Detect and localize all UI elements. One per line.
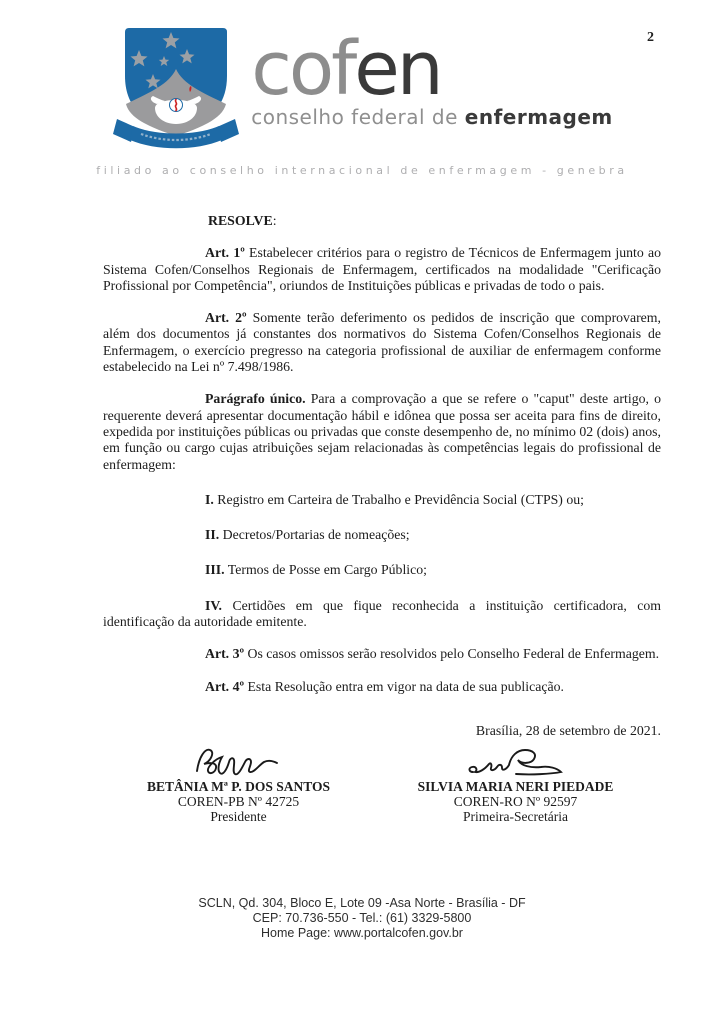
cofen-logo [0,24,724,150]
date-line: Brasília, 28 de setembro de 2021. [475,722,661,738]
article-2-text: Somente terão deferimento os pedidos de inscrição que comprovarem, além dos documentos já constantes dos normativos do Sistema Cofen/Conselhos Regionais de Enfermagem, o exercício pregresso na categoria profissional de auxiliar de enfermagem conforme estabelecido na Lei nº 7.498/1986. [103,310,661,375]
article-1-text: Estabelecer critérios para o registro de Técnicos de Enfermagem junto ao Sistema Cofen/Conselhos Regionais de Enfermagem, certificados na modalidade "Cerificação Profissional por Competência", oriundos de Instituições públicas e privadas de todo o pais. [103,245,661,293]
list-item-3-text: Termos de Posse em Cargo Público; [224,562,427,578]
list-item-2-text: Decretos/Portarias de nomeações; [219,527,410,543]
footer-cep-phone: CEP: 70.736-550 - Tel.: (61) 3329-5800 [252,911,472,926]
footer-address: SCLN, Qd. 304, Bloco E, Lote 09 -Asa Norte - Brasília - DF [198,896,526,911]
subtitle-light: conselho federal de [251,105,465,130]
article-3-label: Art. 3º [205,646,245,662]
signatures-section [100,745,654,824]
signer-registry: COREN-RO Nº 92597 [453,794,578,810]
resolution-body [103,213,661,739]
list-item-1-text: Registro em Carteira de Trabalho e Previdência Social (CTPS) ou; [213,491,584,507]
cofen-shield-icon [111,24,241,150]
list-item-2-label: II. [205,527,220,543]
list-item-4-text: Certidões em que fique reconhecida a instituição certificadora, com identificação da autoridade emitente. [103,597,661,630]
wordmark-light: cof [251,26,355,112]
list-item-4-label: IV. [205,597,223,613]
signature-scribble-icon [189,745,289,779]
sole-paragraph-text: Para a comprovação a que se refere o "caput" deste artigo, o requerente deverá apresentar documentação hábil e idônea que possa ser aceita para fins de direito, expedida por instituições públicas ou privadas que conste desempenho de, no mínimo 02 (dois) anos, em função ou cargo cujas atribuições sejam relacionadas às competências legais do profissional de enfermagem: [103,391,661,472]
article-2-label: Art. 2º [205,310,247,326]
wordmark-text [251,26,613,112]
signature-secretary [377,745,654,824]
wordmark-subtitle [251,106,613,129]
signer-name: SILVIA MARIA NERI PIEDADE [417,779,614,795]
footer-homepage: Home Page: www.portalcofen.gov.br [261,926,463,941]
list-item-3-label: III. [205,562,225,578]
list-item-1 [103,492,661,508]
article-3 [103,646,661,662]
affiliation-tagline: filiado ao conselho internacional de enfermagem - genebra [96,164,628,177]
sole-paragraph-label: Parágrafo único. [205,391,306,407]
signer-name: BETÂNIA Mª P. DOS SANTOS [147,779,330,795]
sole-paragraph [103,391,661,472]
article-2 [103,310,661,375]
resolve-label: RESOLVE [208,213,273,228]
signature-president [100,745,377,824]
signer-role: Presidente [210,809,267,825]
list-item-4 [103,598,661,631]
signature-scribble-icon [461,745,571,779]
document-footer [0,896,724,941]
document-header [0,0,724,177]
article-4-label: Art. 4º [205,678,245,694]
wordmark-dark: en [354,26,441,112]
subtitle-dark: enfermagem [464,105,613,130]
list-item-2 [103,527,661,543]
signer-registry: COREN-PB Nº 42725 [177,794,300,810]
article-3-text: Os casos omissos serão resolvidos pelo Conselho Federal de Enfermagem. [244,646,660,662]
signer-role: Primeira-Secretária [463,809,568,825]
resolve-colon: : [272,213,277,228]
article-1 [103,245,661,294]
list-item-3 [103,562,661,578]
cofen-wordmark [251,24,613,129]
article-4 [103,679,661,695]
article-4-text: Esta Resolução entra em vigor na data de sua publicação. [244,678,564,694]
article-1-label: Art. 1º [205,245,245,261]
page-number: 2 [647,30,654,45]
list-item-1-label: I. [205,491,214,507]
resolve-heading [103,213,661,229]
